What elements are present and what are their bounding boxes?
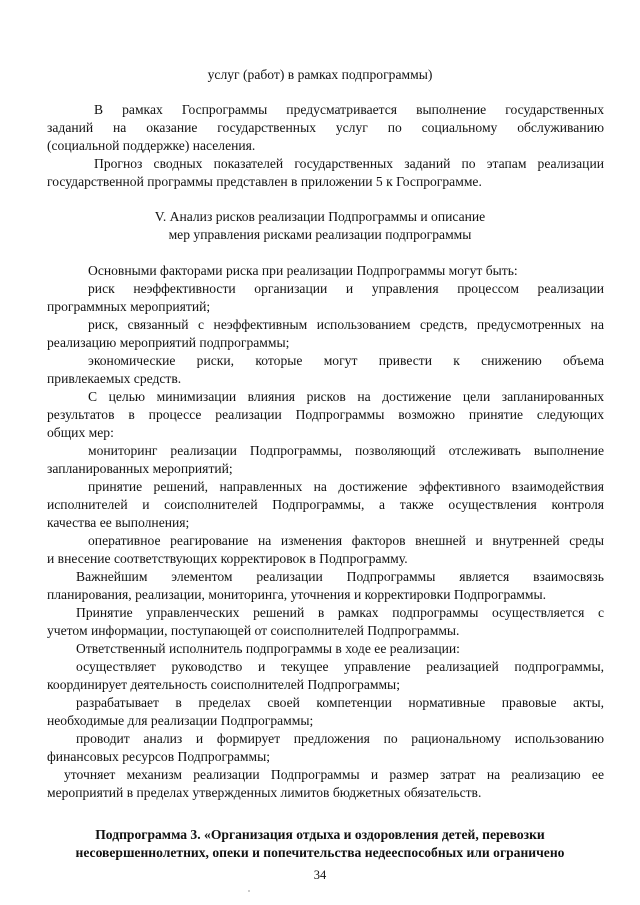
body-line: исполнителей и соисполнителей Подпрограммы, а также осуществления контроля bbox=[47, 497, 604, 512]
body-line: осуществляет руководство и текущее управление реализацией подпрограммы, bbox=[76, 659, 604, 674]
body-line: результатов в процессе реализации Подпрограммы возможно принятие следующих bbox=[47, 407, 604, 422]
scan-dot bbox=[248, 890, 250, 892]
body-line: и внесение соответствующих корректировок в Подпрограмму. bbox=[47, 551, 408, 566]
body-line: мероприятий в пределах утвержденных лимитов бюджетных обязательств. bbox=[47, 785, 482, 800]
body-line: разрабатывает в пределах своей компетенции нормативные правовые акты, bbox=[76, 695, 604, 710]
body-line: уточняет механизм реализации Подпрограммы и размер затрат на реализацию ее bbox=[64, 767, 604, 782]
body-line: Основными факторами риска при реализации Подпрограммы могут быть: bbox=[88, 263, 518, 278]
body-line: запланированных мероприятий; bbox=[47, 461, 233, 476]
body-line: учетом информации, поступающей от соисполнителей Подпрограммы. bbox=[47, 623, 460, 638]
body-line: принятие решений, направленных на достижение эффективного взаимодействия bbox=[88, 479, 604, 494]
body-line: мониторинг реализации Подпрограммы, позволяющий отслеживать выполнение bbox=[88, 443, 604, 458]
body-line: реализацию мероприятий подпрограммы; bbox=[47, 335, 290, 350]
body-line: необходимые для реализации Подпрограммы; bbox=[47, 713, 314, 728]
paragraph-line: (социальной поддержке) населения. bbox=[47, 138, 256, 153]
body-line: финансовых ресурсов Подпрограммы; bbox=[47, 749, 271, 764]
section-heading: V. Анализ рисков реализации Подпрограммы и описание bbox=[154, 209, 486, 224]
body-line: координирует деятельность соисполнителей Подпрограммы; bbox=[47, 677, 400, 692]
body-line: оперативное реагирование на изменения факторов внешней и внутренней среды bbox=[88, 533, 604, 548]
body-line: общих мер: bbox=[47, 425, 114, 440]
body-line: риск, связанный с неэффективным использованием средств, предусмотренных на bbox=[88, 317, 604, 332]
paragraph-line: государственной программы представлен в приложении 5 к Госпрограмме. bbox=[47, 174, 482, 189]
section-heading: мер управления рисками реализации подпрограммы bbox=[168, 227, 472, 242]
body-line: качества ее выполнения; bbox=[47, 515, 190, 530]
paragraph-line: Прогноз сводных показателей государственных заданий по этапам реализации bbox=[94, 156, 604, 171]
body-line: Важнейшим элементом реализации Подпрограммы является взаимосвязь bbox=[76, 569, 604, 584]
subprogram-heading: несовершеннолетних, опеки и попечительства недееспособных или ограничено bbox=[75, 845, 565, 860]
body-line: привлекаемых средств. bbox=[47, 371, 182, 386]
continuation-heading: услуг (работ) в рамках подпрограммы) bbox=[207, 67, 433, 82]
body-line: программных мероприятий; bbox=[47, 299, 211, 314]
body-line: Принятие управленческих решений в рамках подпрограммы осуществляется с bbox=[76, 605, 604, 620]
body-line: экономические риски, которые могут привести к снижению объема bbox=[88, 353, 604, 368]
body-line: риск неэффективности организации и управления процессом реализации bbox=[88, 281, 604, 296]
body-line: С целью минимизации влияния рисков на достижение цели запланированных bbox=[88, 389, 604, 404]
subprogram-heading: Подпрограмма 3. «Организация отдыха и оздоровления детей, перевозки bbox=[95, 827, 545, 842]
paragraph-line: заданий на оказание государственных услуг по социальному обслуживанию bbox=[47, 120, 604, 135]
page-number: 34 bbox=[313, 868, 327, 882]
body-line: Ответственный исполнитель подпрограммы в ходе ее реализации: bbox=[76, 641, 460, 656]
paragraph-line: В рамках Госпрограммы предусматривается выполнение государственных bbox=[94, 102, 604, 117]
body-line: планирования, реализации, мониторинга, уточнения и корректировки Подпрограммы. bbox=[47, 587, 547, 602]
body-line: проводит анализ и формирует предложения по рациональному использованию bbox=[76, 731, 604, 746]
